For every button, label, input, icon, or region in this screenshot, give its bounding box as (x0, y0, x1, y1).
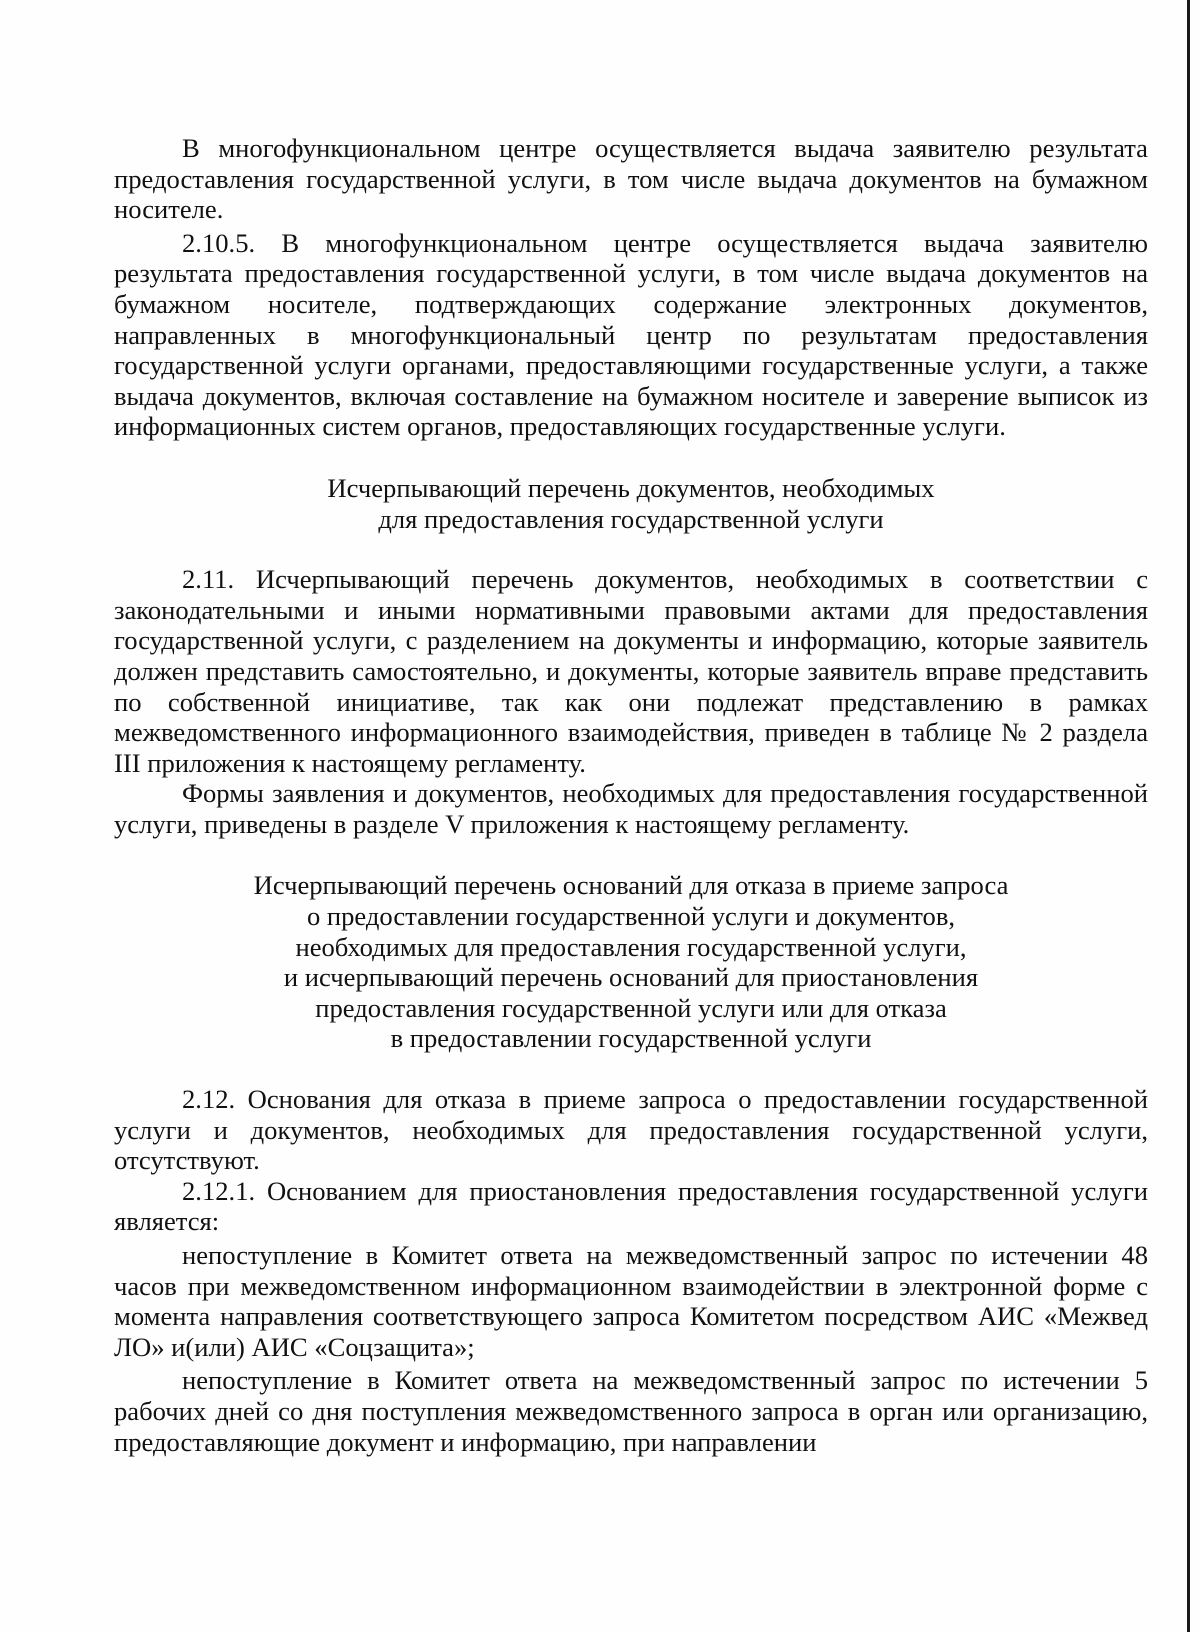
scan-edge-line (1187, 0, 1190, 1632)
paragraph-2-12-1: 2.12.1. Основанием для приостановления предоставления государственной услуги является: (114, 1175, 1148, 1237)
paragraph-2-12: 2.12. Основания для отказа в приеме запроса о предоставлении государственной услуги и документов, необходимых для предоставления государственной услуги, отсутствуют. (114, 1084, 1148, 1176)
heading-line: Исчерпывающий перечень оснований для отказа в приеме запроса (253, 870, 1009, 901)
paragraph-2-10-5: 2.10.5. В многофункциональном центре осуществляется выдача заявителю результата предоставления государственной услуги, в том числе выдача документов на бумажном носителе, подтверждающих содержание электронных документов, направленных в многофункциональный центр по результатам предоставления государственной услуги органами, предоставляющими государственные услуги, а также выдача документов, включая составление на бумажном носителе и заверение выписок из информационных систем органов, предоставляющих государственные услуги. (114, 227, 1148, 442)
paragraph-mfc-intro: В многофункциональном центре осуществляется выдача заявителю результата предоставления государственной услуги, в том числе выдача документов на бумажном носителе. (114, 133, 1148, 225)
paragraph-5-days: непоступление в Комитет ответа на межведомственный запрос по истечении 5 рабочих дней со дня поступления межведомственного запроса в орган или организацию, предоставляющие документ и информацию, при направлении (114, 1365, 1148, 1457)
heading-line: для предоставления государственной услуги (378, 503, 884, 534)
heading-line: и исчерпывающий перечень оснований для приостановления (283, 962, 979, 993)
paragraph-48-hours: непоступление в Комитет ответа на межведомственный запрос по истечении 48 часов при межведомственном информационном взаимодействии в электронной форме с момента направления соответствующего запроса Комитетом посредством АИС «Межвед ЛО» и(или) АИС «Соцзащита»; (114, 1240, 1148, 1362)
heading-line: Исчерпывающий перечень документов, необходимых (327, 472, 935, 503)
section-heading-refusal (114, 870, 1148, 1054)
heading-line: в предоставлении государственной услуги (390, 1023, 872, 1054)
heading-line: о предоставлении государственной услуги и документов, (306, 901, 956, 932)
heading-line: предоставления государственной услуги или для отказа (315, 992, 947, 1023)
paragraph-forms: Формы заявления и документов, необходимых для предоставления государственной услуги, приведены в разделе V приложения к настоящему регламенту. (114, 778, 1148, 839)
section-heading-documents (114, 473, 1148, 534)
paragraph-2-11: 2.11. Исчерпывающий перечень документов, необходимых в соответствии с законодательными и иными нормативными правовыми актами для предоставления государственной услуги, с разделением на документы и информацию, которые заявитель должен представить самостоятельно, и документы, которые заявитель вправе представить по собственной инициативе, так как они подлежат представлению в рамках межведомственного информационного взаимодействия, приведен в таблице № 2 раздела III приложения к настоящему регламенту. (114, 564, 1148, 778)
heading-line: необходимых для предоставления государственной услуги, (295, 931, 967, 962)
document-body (114, 133, 1148, 1457)
